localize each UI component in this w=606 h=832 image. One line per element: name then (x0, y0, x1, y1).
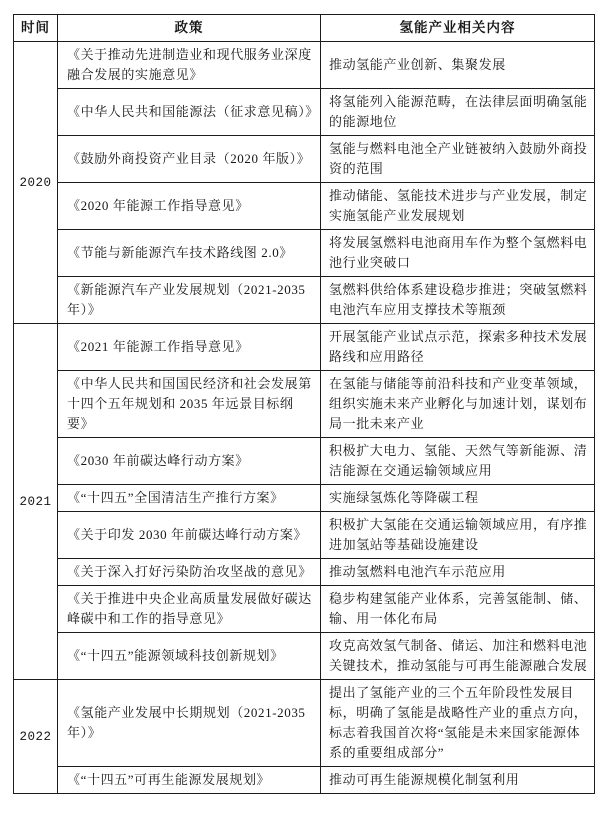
policy-cell: 《中华人民共和国国民经济和社会发展第十四个五年规划和 2035 年远景目标纲要》 (58, 371, 321, 438)
header-policy: 政策 (58, 15, 321, 42)
content-cell: 推动储能、氢能技术进步与产业发展，制定实施氢能产业发展规划 (321, 183, 595, 230)
table-row (14, 230, 595, 277)
policy-cell: 《“十四五”可再生能源发展规划》 (58, 767, 321, 794)
policy-cell: 《关于推进中央企业高质量发展做好碳达峰碳中和工作的指导意见》 (58, 586, 321, 633)
policy-cell: 《关于印发 2030 年前碳达峰行动方案》 (58, 512, 321, 559)
content-cell: 开展氢能产业试点示范，探索多种技术发展路线和应用路径 (321, 324, 595, 371)
header-content: 氢能产业相关内容 (321, 15, 595, 42)
policy-cell: 《氢能产业发展中长期规划（2021-2035 年）》 (58, 680, 321, 767)
table-row (14, 512, 595, 559)
content-cell: 攻克高效氢气制备、储运、加注和燃料电池关键技术，推动氢能与可再生能源融合发展 (321, 633, 595, 680)
policy-cell: 《“十四五”能源领域科技创新规划》 (58, 633, 321, 680)
content-cell: 将氢能列入能源范畴，在法律层面明确氢能的能源地位 (321, 89, 595, 136)
content-cell: 推动氢能产业创新、集聚发展 (321, 42, 595, 89)
header-row (14, 15, 595, 42)
table-row (14, 633, 595, 680)
content-cell: 积极扩大氢能在交通运输领域应用，有序推进加氢站等基础设施建设 (321, 512, 595, 559)
table-row (14, 767, 595, 794)
table-row (14, 89, 595, 136)
content-cell: 实施绿氢炼化等降碳工程 (321, 485, 595, 512)
table-row (14, 680, 595, 767)
table-row (14, 42, 595, 89)
year-cell-2022: 2022 (14, 680, 58, 794)
policy-cell: 《2030 年前碳达峰行动方案》 (58, 438, 321, 485)
policy-cell: 《2020 年能源工作指导意见》 (58, 183, 321, 230)
table-row (14, 183, 595, 230)
content-cell: 推动氢燃料电池汽车示范应用 (321, 559, 595, 586)
policy-cell: 《中华人民共和国能源法（征求意见稿）》 (58, 89, 321, 136)
header-time: 时间 (14, 15, 58, 42)
content-cell: 氢燃料供给体系建设稳步推进；突破氢燃料电池汽车应用支撑技术等瓶颈 (321, 277, 595, 324)
content-cell: 稳步构建氢能产业体系，完善氢能制、储、输、用一体化布局 (321, 586, 595, 633)
policy-cell: 《2021 年能源工作指导意见》 (58, 324, 321, 371)
content-cell: 将发展氢燃料电池商用车作为整个氢燃料电池行业突破口 (321, 230, 595, 277)
table-row (14, 324, 595, 371)
content-cell: 积极扩大电力、氢能、天然气等新能源、清洁能源在交通运输领域应用 (321, 438, 595, 485)
year-cell-2020: 2020 (14, 42, 58, 324)
content-cell: 在氢能与储能等前沿科技和产业变革领域，组织实施未来产业孵化与加速计划，谋划布局一批未来产业 (321, 371, 595, 438)
content-cell: 推动可再生能源规模化制氢利用 (321, 767, 595, 794)
table-row (14, 371, 595, 438)
content-cell: 提出了氢能产业的三个五年阶段性发展目标，明确了氢能是战略性产业的重点方向，标志着我国首次将“氢能是未来国家能源体系的重要组成部分” (321, 680, 595, 767)
hydrogen-policy-table (13, 14, 595, 794)
policy-cell: 《节能与新能源汽车技术路线图 2.0》 (58, 230, 321, 277)
table-row (14, 485, 595, 512)
policy-cell: 《关于深入打好污染防治攻坚战的意见》 (58, 559, 321, 586)
table-row (14, 559, 595, 586)
table-row (14, 586, 595, 633)
content-cell: 氢能与燃料电池全产业链被纳入鼓励外商投资的范围 (321, 136, 595, 183)
table-row (14, 136, 595, 183)
table-row (14, 277, 595, 324)
table-row (14, 438, 595, 485)
policy-cell: 《关于推动先进制造业和现代服务业深度融合发展的实施意见》 (58, 42, 321, 89)
policy-cell: 《鼓励外商投资产业目录（2020 年版）》 (58, 136, 321, 183)
policy-cell: 《新能源汽车产业发展规划（2021-2035 年）》 (58, 277, 321, 324)
policy-cell: 《“十四五”全国清洁生产推行方案》 (58, 485, 321, 512)
year-cell-2021: 2021 (14, 324, 58, 680)
